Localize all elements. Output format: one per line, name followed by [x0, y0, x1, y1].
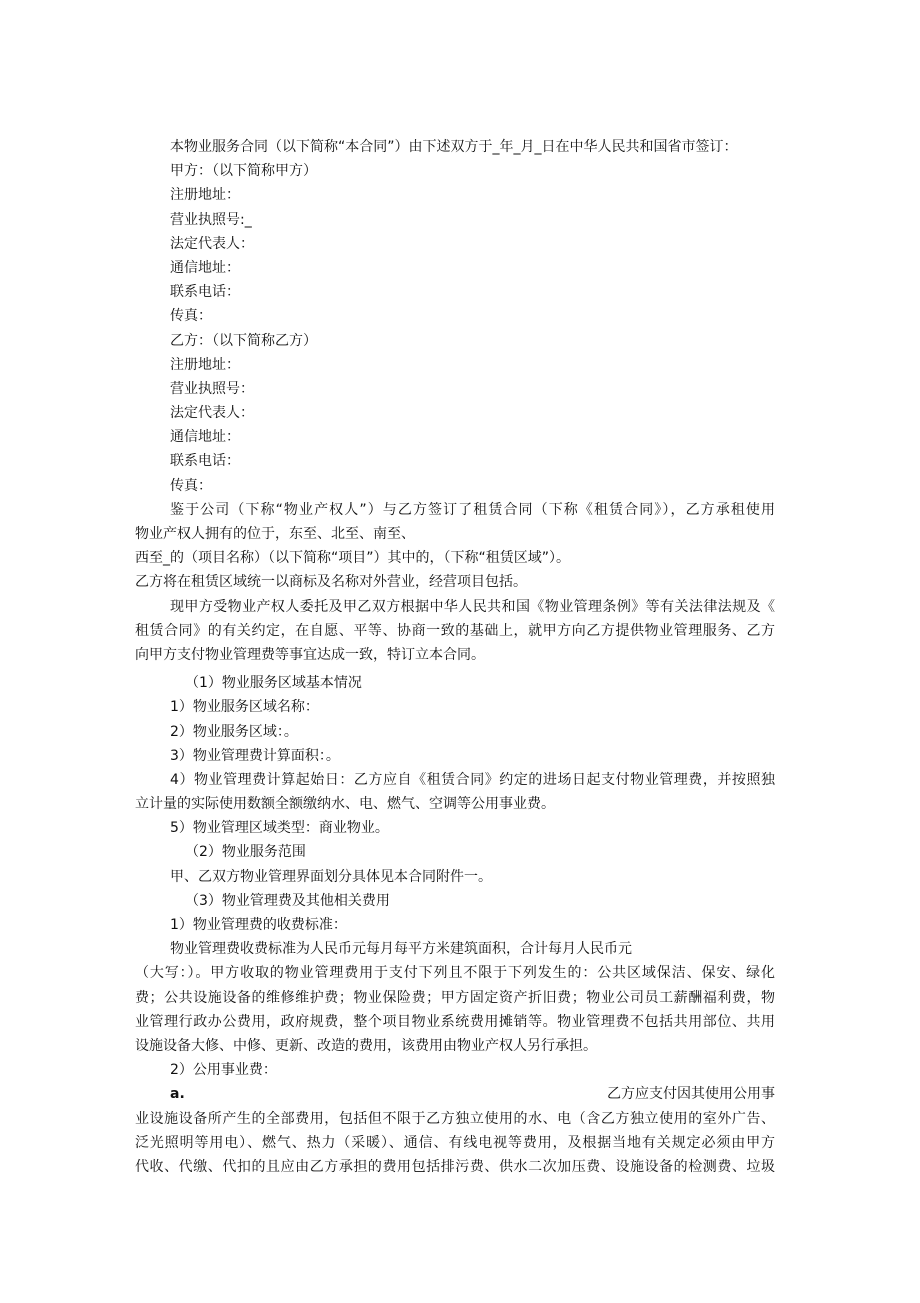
clause-1-4-cont: 立计量的实际使用数额全额缴纳水、电、燃气、空调等公用事业费。 — [135, 796, 555, 813]
clause-3-2: 2）公用事业费： — [170, 1062, 277, 1079]
recital-line: 鉴于公司（下称“物业产权人”）与乙方签订了租赁合同（下称《租赁合同》），乙方承租使用 — [170, 501, 775, 518]
party-a-mail-address: 通信地址： — [170, 259, 240, 276]
party-b-license: 营业执照号： — [170, 380, 254, 397]
utility-clause-a-text: 乙方应支付因其使用公用事 — [607, 1086, 775, 1103]
recital-line: 乙方将在租赁区域统一以商标及名称对外营业，经营项目包括。 — [135, 574, 527, 591]
intro-line: 本物业服务合同（以下简称“本合同”）由下述双方于_年_月_日在中华人民共和国省市签订： — [170, 139, 738, 155]
section-3-heading: （3）物业管理费及其他相关费用 — [185, 892, 390, 909]
clause-1-4: 4）物业管理费计算起始日：乙方应自《租赁合同》约定的进场日起支付物业管理费，并按照独 — [170, 771, 775, 788]
recital-line: 物业产权人拥有的位于，东至、北至、南至、 — [135, 526, 415, 542]
clause-1-1: 1）物业服务区域名称： — [170, 699, 319, 716]
party-a-representative: 法定代表人： — [170, 235, 254, 252]
fee-standard-line: 费；公共设施设备的维修维护费；物业保险费；甲方固定资产折旧费；物业公司员工薪酬福利费，物 — [135, 989, 775, 1006]
party-b-heading: 乙方：（以下简称乙方） — [170, 332, 317, 349]
clause-2-text: 甲、乙双方物业管理界面划分具体见本合同附件一。 — [170, 868, 492, 885]
party-a-license: 营业执照号:_ — [170, 211, 252, 228]
clause-1-5: 5）物业管理区域类型：商业物业。 — [170, 820, 389, 837]
recital-line: 西至_的（项目名称）（以下简称“项目”）其中的，（下称“租赁区域”）。 — [135, 550, 571, 567]
utility-line: 代收、代缴、代扣的且应由乙方承担的费用包括排污费、供水二次加压费、设施设备的检测费、垃圾 — [135, 1158, 775, 1175]
utility-line: 业设施设备所产生的全部费用，包括但不限于乙方独立使用的水、电（含乙方独立使用的室外广告、 — [135, 1110, 775, 1127]
party-b-address: 注册地址： — [170, 356, 240, 373]
party-b-fax: 传真： — [170, 477, 212, 494]
party-a-fax: 传真： — [170, 308, 212, 325]
party-a-phone: 联系电话： — [170, 284, 240, 301]
item-a-label: a. — [170, 1086, 185, 1103]
utility-clause-a — [135, 1082, 775, 1106]
section-1-heading: （1）物业服务区域基本情况 — [185, 675, 362, 692]
fee-standard-line: （大写：）。甲方收取的物业管理费用于支付下列且不限于下列发生的：公共区域保洁、保安、绿化 — [135, 965, 775, 982]
fee-standard-line: 业管理行政办公费用，政府规费，整个项目物业系统费用摊销等。物业管理费不包括共用部位、共用 — [135, 1013, 775, 1030]
party-a-heading: 甲方：（以下简称甲方） — [170, 163, 317, 180]
clause-1-2: 2）物业服务区域：。 — [170, 723, 298, 740]
party-b-phone: 联系电话： — [170, 453, 240, 470]
fee-standard-line: 设施设备大修、中修、更新、改造的费用，该费用由物业产权人另行承担。 — [135, 1037, 597, 1054]
section-2-heading: （2）物业服务范围 — [185, 844, 306, 861]
fee-standard-line: 物业管理费收费标准为人民币元每月每平方米建筑面积，合计每月人民币元 — [170, 941, 632, 958]
clause-3-1: 1）物业管理费的收费标准： — [170, 917, 347, 933]
contract-document — [135, 135, 775, 1179]
purpose-line: 现甲方受物业产权人委托及甲乙双方根据中华人民共和国《物业管理条例》等有关法律法规及《 — [170, 598, 775, 615]
utility-line: 泛光照明等用电）、燃气、热力（采暖）、通信、有线电视等费用，及根据当地有关规定必须由甲方 — [135, 1134, 775, 1151]
party-b-mail-address: 通信地址： — [170, 429, 240, 446]
purpose-line: 向甲方支付物业管理费等事宜达成一致，特订立本合同。 — [135, 646, 485, 663]
purpose-line: 租赁合同》的有关约定，在自愿、平等、协商一致的基础上，就甲方向乙方提供物业管理服务、乙方 — [135, 622, 775, 639]
clause-1-3: 3）物业管理费计算面积：。 — [170, 747, 340, 764]
party-b-representative: 法定代表人： — [170, 405, 254, 422]
party-a-address: 注册地址： — [170, 187, 240, 204]
